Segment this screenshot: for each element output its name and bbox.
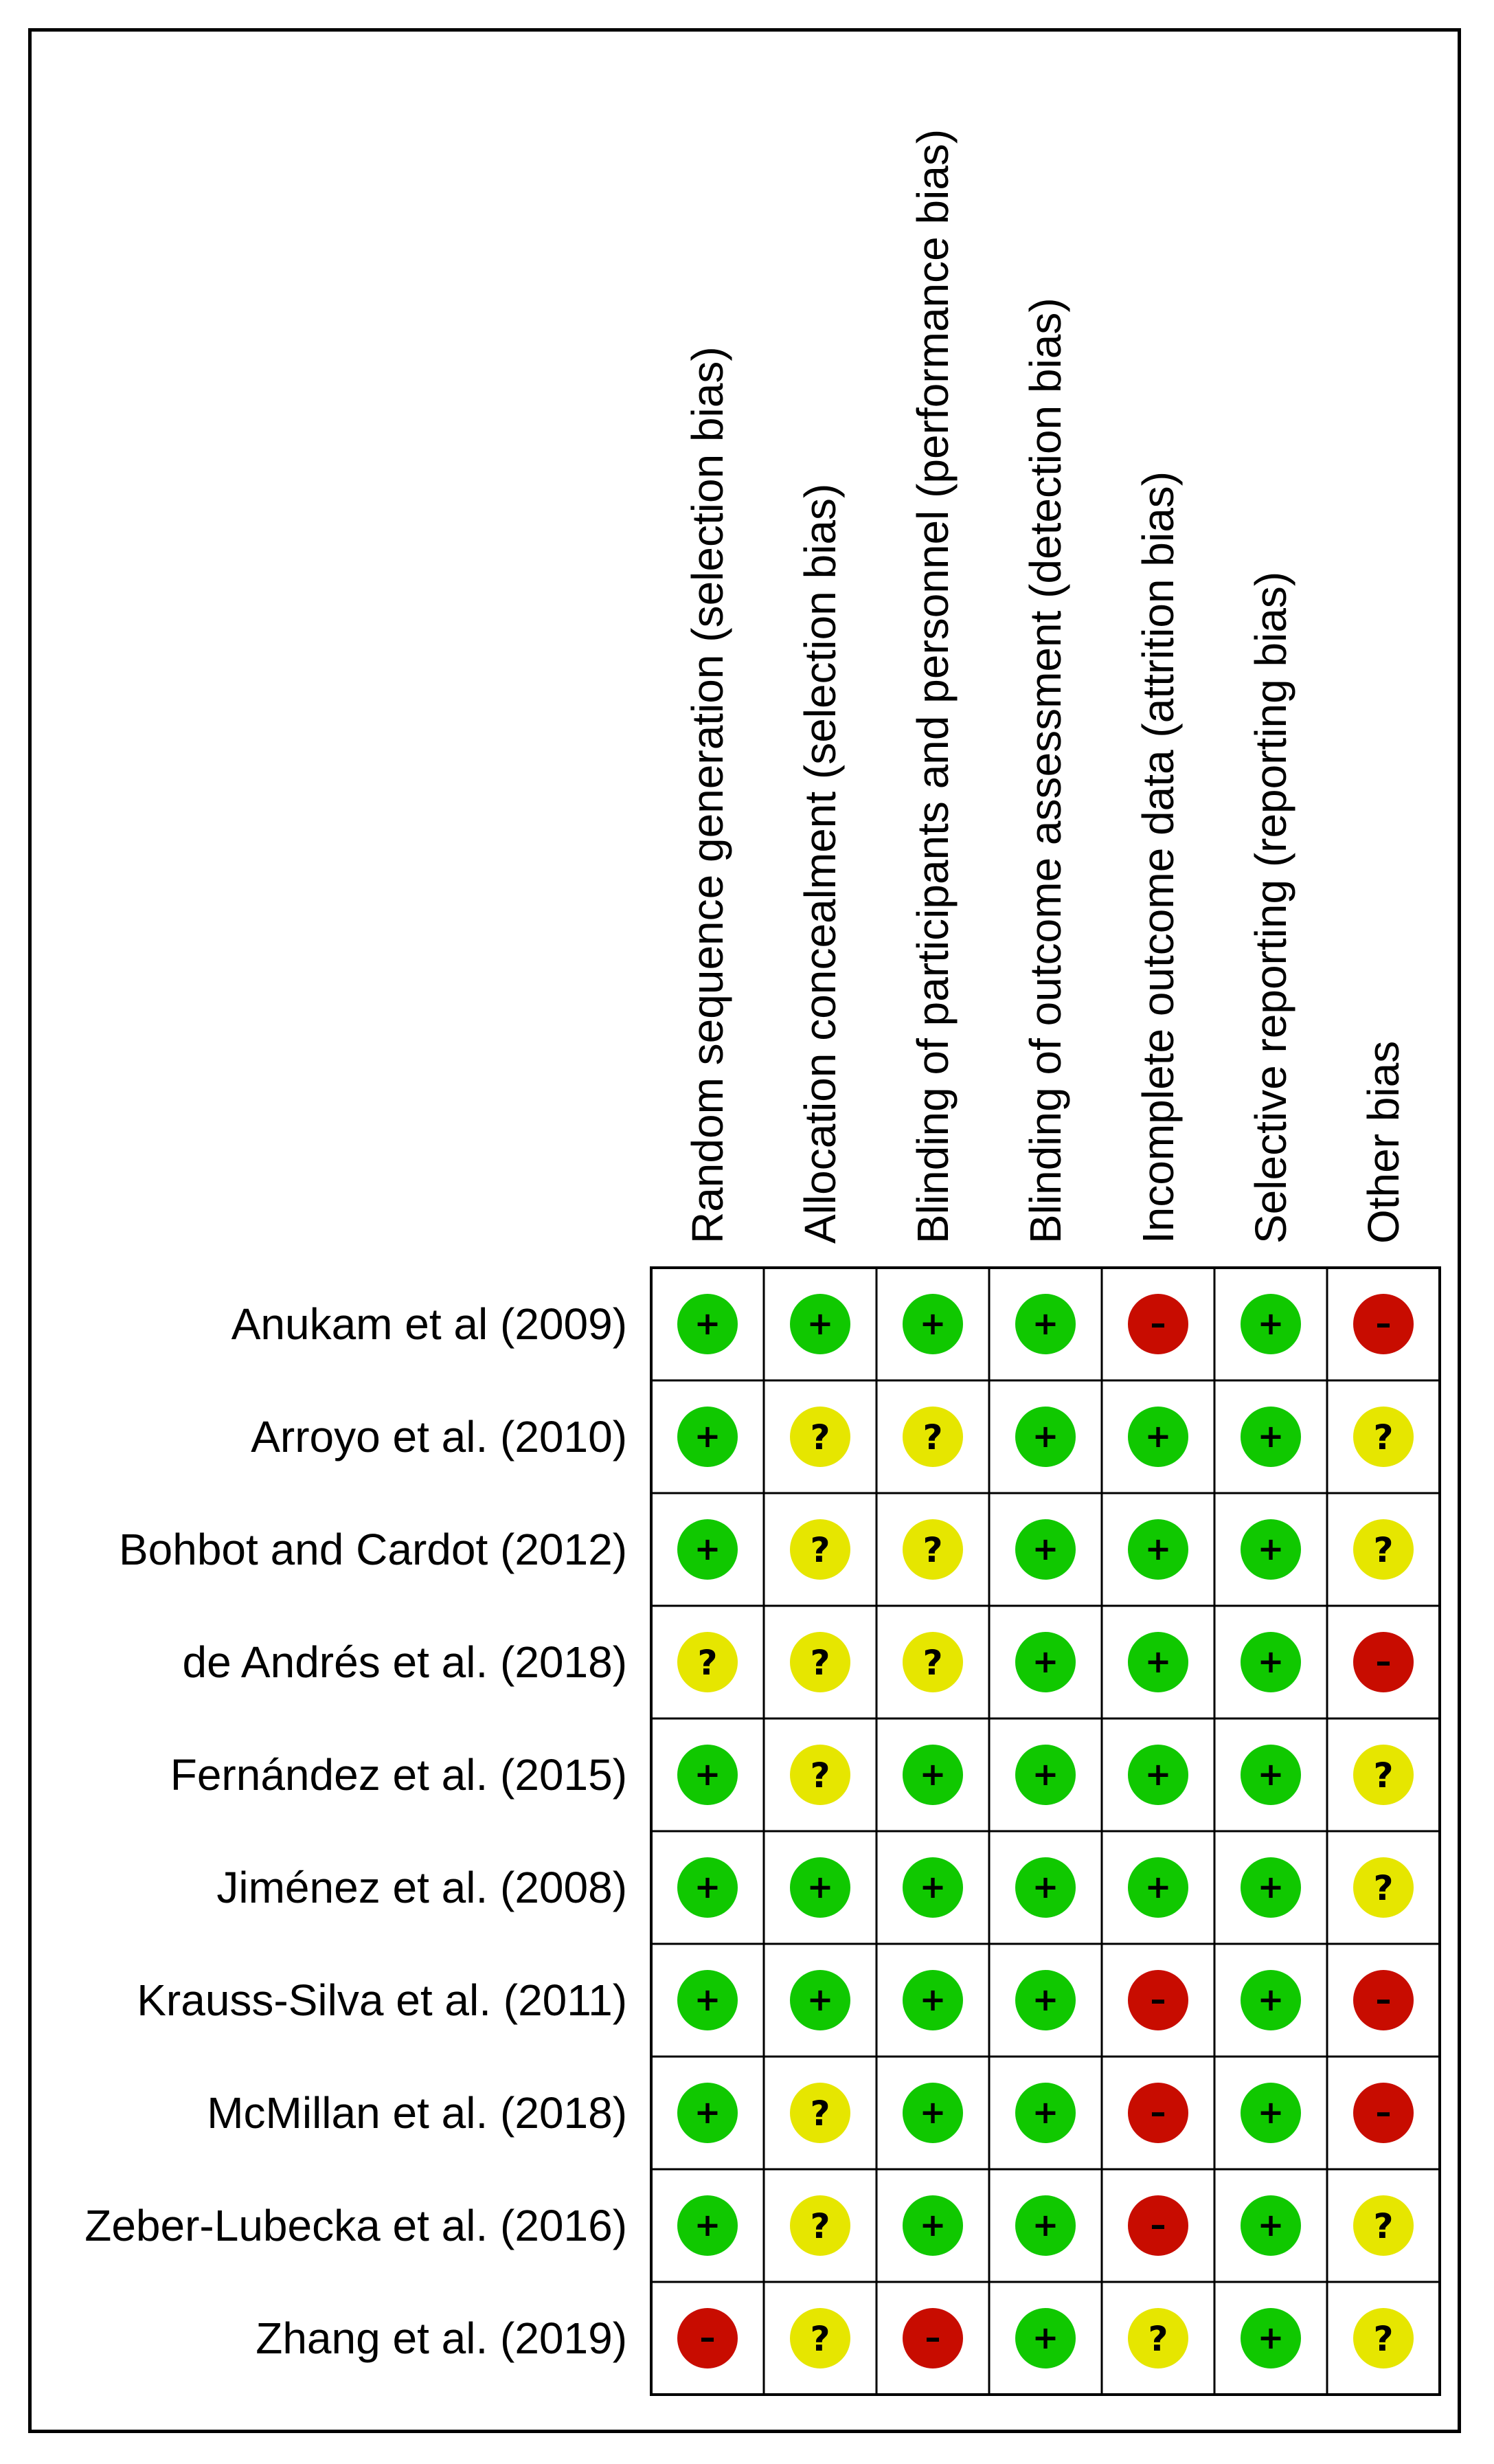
high-risk-symbol: – — [1150, 2094, 1166, 2131]
high-risk-symbol: – — [1150, 1305, 1166, 1342]
high-risk-symbol: – — [1375, 1981, 1392, 2018]
unclear-risk-symbol: ? — [697, 1643, 718, 1683]
low-risk-symbol: + — [1257, 2319, 1284, 2356]
study-label: Arroyo et al. (2010) — [251, 1412, 627, 1461]
unclear-risk-symbol: ? — [810, 2319, 830, 2359]
high-risk-symbol: – — [1150, 1981, 1166, 2018]
low-risk-symbol: + — [694, 1756, 721, 1793]
high-risk-symbol: – — [1375, 2094, 1392, 2131]
low-risk-symbol: + — [1032, 1418, 1059, 1455]
unclear-risk-symbol: ? — [810, 1530, 830, 1570]
low-risk-symbol: + — [694, 2206, 721, 2243]
low-risk-symbol: + — [1144, 1418, 1172, 1455]
unclear-risk-symbol: ? — [810, 1756, 830, 1795]
low-risk-symbol: + — [1032, 1530, 1059, 1567]
low-risk-symbol: + — [1144, 1643, 1172, 1680]
unclear-risk-symbol: ? — [1373, 1530, 1394, 1570]
domain-label: Allocation concealment (selection bias) — [795, 483, 845, 1244]
low-risk-symbol: + — [1257, 1868, 1284, 1905]
unclear-risk-symbol: ? — [1373, 2319, 1394, 2359]
high-risk-symbol: – — [1375, 1643, 1392, 1680]
low-risk-symbol: + — [919, 2094, 947, 2131]
low-risk-symbol: + — [919, 2206, 947, 2243]
unclear-risk-symbol: ? — [810, 2206, 830, 2246]
unclear-risk-symbol: ? — [923, 1643, 943, 1683]
low-risk-symbol: + — [694, 1305, 721, 1342]
high-risk-symbol: – — [699, 2319, 716, 2356]
high-risk-symbol: – — [1375, 1305, 1392, 1342]
low-risk-symbol: + — [1032, 1643, 1059, 1680]
study-label: McMillan et al. (2018) — [207, 2088, 627, 2138]
domain-label: Other bias — [1359, 1040, 1408, 1244]
domain-label: Blinding of outcome assessment (detection bias) — [1021, 298, 1070, 1244]
low-risk-symbol: + — [1257, 1981, 1284, 2018]
unclear-risk-symbol: ? — [1373, 2206, 1394, 2246]
unclear-risk-symbol: ? — [1373, 1756, 1394, 1795]
low-risk-symbol: + — [1032, 1868, 1059, 1905]
unclear-risk-symbol: ? — [810, 1643, 830, 1683]
low-risk-symbol: + — [1257, 1530, 1284, 1567]
high-risk-symbol: – — [1150, 2206, 1166, 2243]
low-risk-symbol: + — [919, 1981, 947, 2018]
low-risk-symbol: + — [1032, 1981, 1059, 2018]
low-risk-symbol: + — [694, 1418, 721, 1455]
low-risk-symbol: + — [1032, 1305, 1059, 1342]
domain-label: Random sequence generation (selection bias) — [683, 346, 732, 1244]
study-label: Zeber-Lubecka et al. (2016) — [84, 2201, 627, 2250]
low-risk-symbol: + — [919, 1756, 947, 1793]
unclear-risk-symbol: ? — [923, 1530, 943, 1570]
study-label: Fernández et al. (2015) — [170, 1750, 627, 1800]
low-risk-symbol: + — [919, 1868, 947, 1905]
domain-label: Blinding of participants and personnel (performance bias) — [908, 128, 958, 1244]
low-risk-symbol: + — [1257, 1305, 1284, 1342]
low-risk-symbol: + — [1032, 2319, 1059, 2356]
domain-label: Selective reporting (reporting bias) — [1246, 571, 1295, 1244]
low-risk-symbol: + — [694, 2094, 721, 2131]
low-risk-symbol: + — [806, 1305, 834, 1342]
low-risk-symbol: + — [806, 1868, 834, 1905]
low-risk-symbol: + — [1032, 1756, 1059, 1793]
low-risk-symbol: + — [694, 1530, 721, 1567]
low-risk-symbol: + — [1257, 1643, 1284, 1680]
unclear-risk-symbol: ? — [810, 1418, 830, 1457]
unclear-risk-symbol: ? — [1148, 2319, 1168, 2359]
study-label: Krauss-Silva et al. (2011) — [137, 1975, 627, 2025]
low-risk-symbol: + — [919, 1305, 947, 1342]
domain-label: Incomplete outcome data (attrition bias) — [1133, 471, 1183, 1244]
low-risk-symbol: + — [1257, 2206, 1284, 2243]
low-risk-symbol: + — [694, 1981, 721, 2018]
study-label: Anukam et al (2009) — [231, 1299, 627, 1349]
study-label: de Andrés et al. (2018) — [182, 1637, 627, 1687]
low-risk-symbol: + — [806, 1981, 834, 2018]
low-risk-symbol: + — [1257, 1756, 1284, 1793]
study-label: Bohbot and Cardot (2012) — [118, 1525, 627, 1574]
unclear-risk-symbol: ? — [810, 2094, 830, 2133]
low-risk-symbol: + — [1257, 1418, 1284, 1455]
high-risk-symbol: – — [925, 2319, 941, 2356]
unclear-risk-symbol: ? — [1373, 1418, 1394, 1457]
low-risk-symbol: + — [694, 1868, 721, 1905]
low-risk-symbol: + — [1144, 1756, 1172, 1793]
unclear-risk-symbol: ? — [923, 1418, 943, 1457]
study-label: Zhang et al. (2019) — [256, 2314, 627, 2363]
low-risk-symbol: + — [1032, 2206, 1059, 2243]
low-risk-symbol: + — [1144, 1868, 1172, 1905]
low-risk-symbol: + — [1032, 2094, 1059, 2131]
low-risk-symbol: + — [1144, 1530, 1172, 1567]
unclear-risk-symbol: ? — [1373, 1868, 1394, 1908]
study-label: Jiménez et al. (2008) — [216, 1863, 627, 1912]
low-risk-symbol: + — [1257, 2094, 1284, 2131]
